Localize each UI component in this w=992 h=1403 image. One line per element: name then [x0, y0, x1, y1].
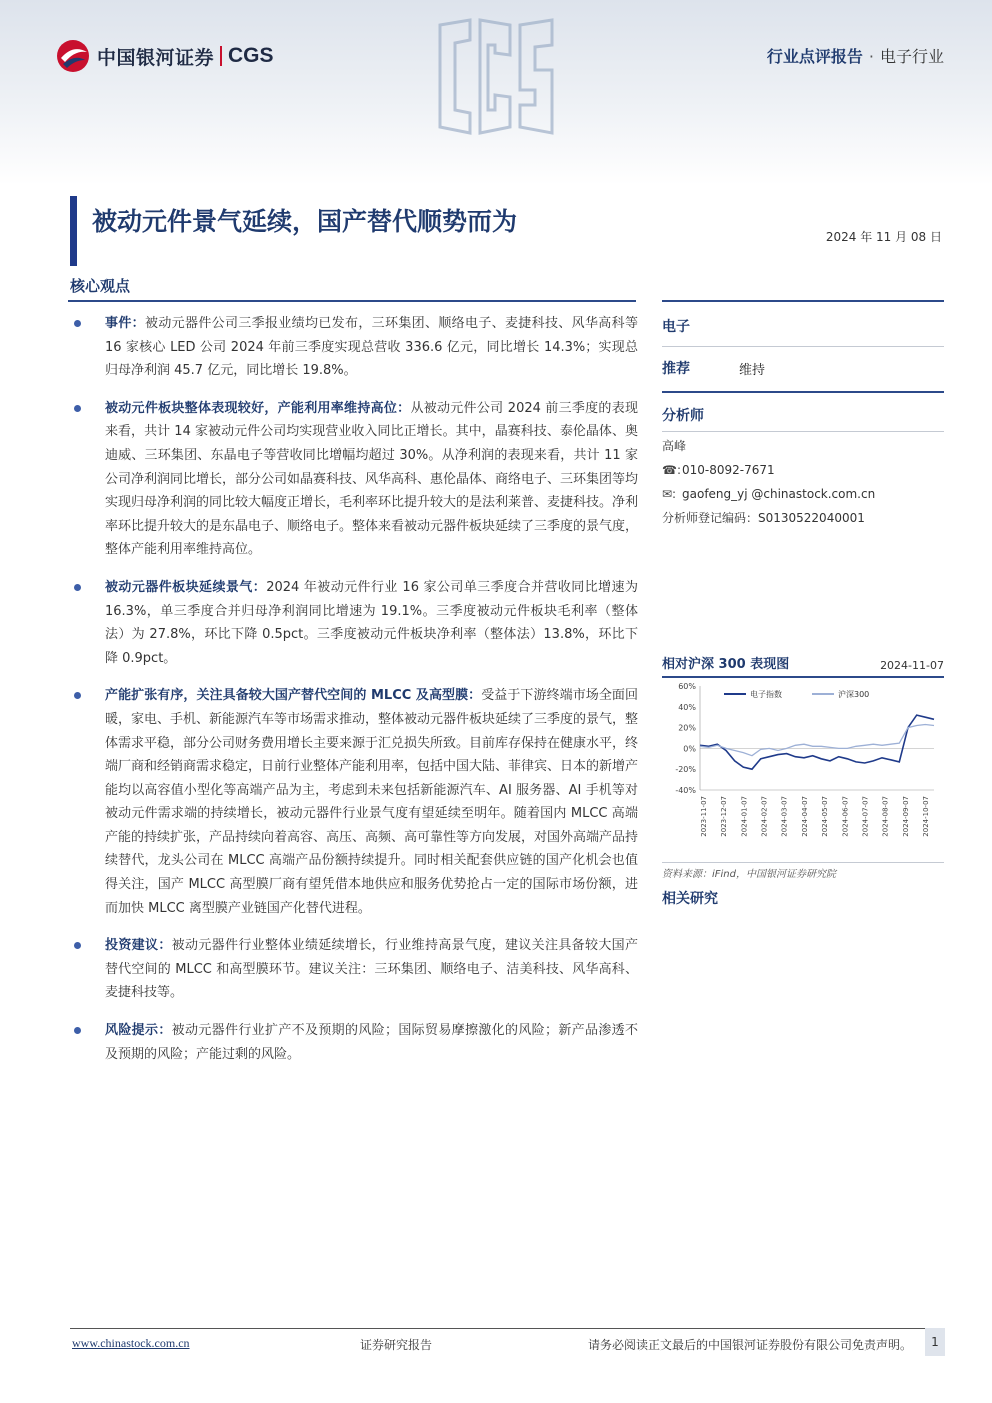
brand-logo: [55, 38, 274, 74]
cgs-watermark-graphic: [430, 15, 560, 140]
report-category: [767, 44, 944, 67]
bullet-dot-icon: [74, 584, 81, 591]
series-line-csi300: [700, 725, 934, 756]
analyst-phone-row: [662, 458, 944, 482]
x-tick-label: 2024-02-07: [760, 796, 769, 837]
bullet-item: [70, 934, 638, 1005]
logo-divider: [220, 46, 222, 66]
y-tick-label: -20%: [675, 765, 696, 775]
bullet-heading: 被动元器件板块延续景气：: [105, 579, 267, 595]
logo-text-en: CGS: [228, 44, 274, 67]
x-tick-label: 2023-12-07: [720, 796, 729, 837]
x-tick-label: 2024-04-07: [800, 796, 809, 837]
y-tick-label: 60%: [678, 682, 696, 691]
footer-rule: [70, 1328, 925, 1329]
x-tick-label: 2023-11-07: [700, 796, 708, 837]
analyst-email[interactable]: gaofeng_yj @chinastock.com.cn: [682, 487, 876, 501]
sector-label: 电子: [662, 319, 690, 335]
legend-label: 电子指数: [750, 690, 782, 699]
y-tick-label: 20%: [678, 723, 696, 733]
bullet-dot-icon: [74, 405, 81, 412]
sidebar-divider: [662, 346, 944, 347]
y-tick-label: -40%: [675, 786, 696, 795]
footer-url-link[interactable]: www.chinastock.com.cn: [72, 1336, 190, 1350]
rating-value: 维持: [739, 362, 766, 378]
x-tick-label: 2024-01-07: [740, 796, 749, 837]
title-accent-bar: [70, 196, 77, 266]
footer-disclaimer: 请务必阅读正文最后的中国银河证券股份有限公司免责声明。: [587, 1338, 912, 1352]
rating-label: 推荐: [662, 361, 690, 377]
bullet-dot-icon: [74, 942, 81, 949]
industry-label: 电子行业: [879, 47, 944, 66]
bullet-heading: 被动元件板块整体表现较好，产能利用率维持高位：: [105, 400, 411, 416]
legend-label: 沪深300: [838, 690, 870, 699]
bullet-body: 受益于下游终端市场全面回暖，家电、手机、新能源汽车等市场需求推动，整体被动元器件板块延续了三季度的景气，整体需求平稳，部分公司财务费用增长主要来源于汇兑损失所致。目前库存保持在健康水平，终端厂商和经销商需求稳定，日前行业整体产能利用率，包括中国大陆、菲律宾、日本的新增产能均以高容值小型化等高端产品为主，考虑到未来包括新能源汽车、AI 服务器、AI 手机等对被动元件需求端的持续增长，被动元器件行业景气度有望延续至明年。随着国内 MLCC 高端产能的持续扩张，产品持续向着高容、高压、高频、高可靠性等方向发展，对国外高端产品持续替代，龙头公司在 MLCC 高端产品份额持续提升。同时相关配套供应链的国产化机会也值得关注，国产 MLCC 高型膜厂商有望凭借本地供应和服务优势抢占一定的国际市场份额，进而加快 MLCC 离型膜产业链国产化替代进程。: [105, 688, 639, 916]
bullet-item: [70, 1019, 638, 1066]
bullet-item: [70, 684, 638, 920]
chart-header: [662, 648, 944, 672]
report-date: 2024 年 11 月 08 日: [825, 230, 942, 244]
bullet-heading: 风险提示：: [105, 1023, 172, 1039]
analyst-phone: 010-8092-7671: [682, 463, 775, 477]
logo-text-cn: 中国银河证券: [97, 46, 215, 69]
bullet-heading: 产能扩张有序，关注具备较大国产替代空间的 MLCC 及高型膜：: [105, 688, 482, 704]
bullet-item: [70, 312, 638, 383]
mail-icon: ✉:: [662, 487, 677, 501]
x-tick-label: 2024-07-07: [861, 796, 870, 837]
bullet-body: 被动元器件行业整体业绩延续增长，行业维持高景气度，建议关注具备较大国产替代空间的 MLCC 和高型膜环节。建议关注：三环集团、顺络电子、洁美科技、风华高科、麦捷科技等。: [105, 938, 638, 1001]
bullet-body: 从被动元件公司 2024 前三季度的表现来看，共计 14 家被动元件公司均实现营业收入同比正增长。其中，晶赛科技、泰伦晶体、奥迪威、三环集团、东晶电子等营收同比增幅均超过 30%。从净利润的表现来看，共计 11 家公司净利润同比增长，部分公司如晶赛科技、风华高科、惠伦晶体、商络电子、三环集团等均实现归母净利润的同比较大幅度正增长，毛利率环比提升较大的是法利莱普、麦捷科技。净利率环比提升较大的是东晶电子、顺络电子。整体来看被动元器件板块延续了三季度的景气度，整体产能利用率维持高位。: [105, 400, 639, 558]
report-type-label: 行业点评报告: [766, 47, 863, 66]
related-research-heading: 相关研究: [662, 891, 718, 907]
chart-date: 2024-11-07: [880, 659, 944, 672]
core-views-heading: 核心观点: [70, 277, 131, 295]
phone-icon: ☎:: [662, 463, 681, 477]
analyst-name: 高峰: [662, 439, 687, 453]
series-line-electronics: [700, 715, 934, 769]
bullet-dot-icon: [74, 1027, 81, 1034]
x-tick-label: 2024-10-07: [922, 796, 930, 837]
logo-icon: [55, 38, 91, 74]
sidebar-divider: [662, 431, 944, 432]
core-views-list: [70, 312, 638, 1080]
x-tick-label: 2024-03-07: [780, 796, 789, 837]
relative-performance-chart: [662, 678, 944, 858]
report-title: 被动元件景气延续，国产替代顺势而为: [92, 207, 518, 236]
bullet-body: 2024 年被动元件行业 16 家公司单三季度合并营收同比增速为 16.3%，单三季度合并归母净利润同比增速为 19.1%。三季度被动元件板块毛利率（整体法）为 27.8%，环比下降 0.5pct。三季度被动元件板块净利率（整体法）13.8%，环比下降 0.9pct。: [105, 579, 638, 666]
page-number: 1: [925, 1328, 945, 1356]
bullet-dot-icon: [74, 692, 81, 699]
bullet-item: [70, 576, 638, 670]
bullet-heading: 投资建议：: [105, 938, 172, 954]
analyst-email-row: [662, 482, 944, 506]
x-tick-label: 2024-08-07: [881, 796, 890, 837]
x-tick-label: 2024-09-07: [901, 796, 910, 837]
sidebar: [662, 300, 944, 912]
report-type-separator: ·: [868, 47, 874, 66]
bullet-body: 被动元器件公司三季报业绩均已发布，三环集团、顺络电子、麦捷科技、风华高科等 16 家核心 LED 公司 2024 年前三季度实现总营收 336.6 亿元，同比增长 14.3%；实现总归母净利润 45.7 亿元，同比增长 19.8%。: [105, 316, 638, 379]
bullet-item: [70, 397, 638, 562]
chart-bottom-rule: [662, 862, 944, 863]
x-tick-label: 2024-06-07: [841, 796, 850, 837]
analyst-contact: [662, 434, 944, 530]
bullet-dot-icon: [74, 320, 81, 327]
core-views-divider: [68, 300, 636, 302]
chart-source: 资料来源：iFind，中国银河证券研究院: [662, 869, 836, 880]
y-tick-label: 0%: [683, 744, 696, 754]
rating-row: [662, 351, 944, 385]
bullet-body: 被动元器件行业扩产不及预期的风险；国际贸易摩擦激化的风险；新产品渗透不及预期的风险；产能过剩的风险。: [105, 1023, 638, 1062]
footer-doc-type: 证券研究报告: [360, 1338, 433, 1352]
y-tick-label: 40%: [678, 702, 696, 712]
x-tick-label: 2024-05-07: [821, 796, 830, 837]
analyst-heading: 分析师: [662, 408, 704, 424]
analyst-cert: 分析师登记编码：S0130522040001: [662, 511, 865, 525]
bullet-heading: 事件：: [105, 316, 145, 331]
chart-title: 相对沪深 300 表现图: [662, 657, 790, 672]
